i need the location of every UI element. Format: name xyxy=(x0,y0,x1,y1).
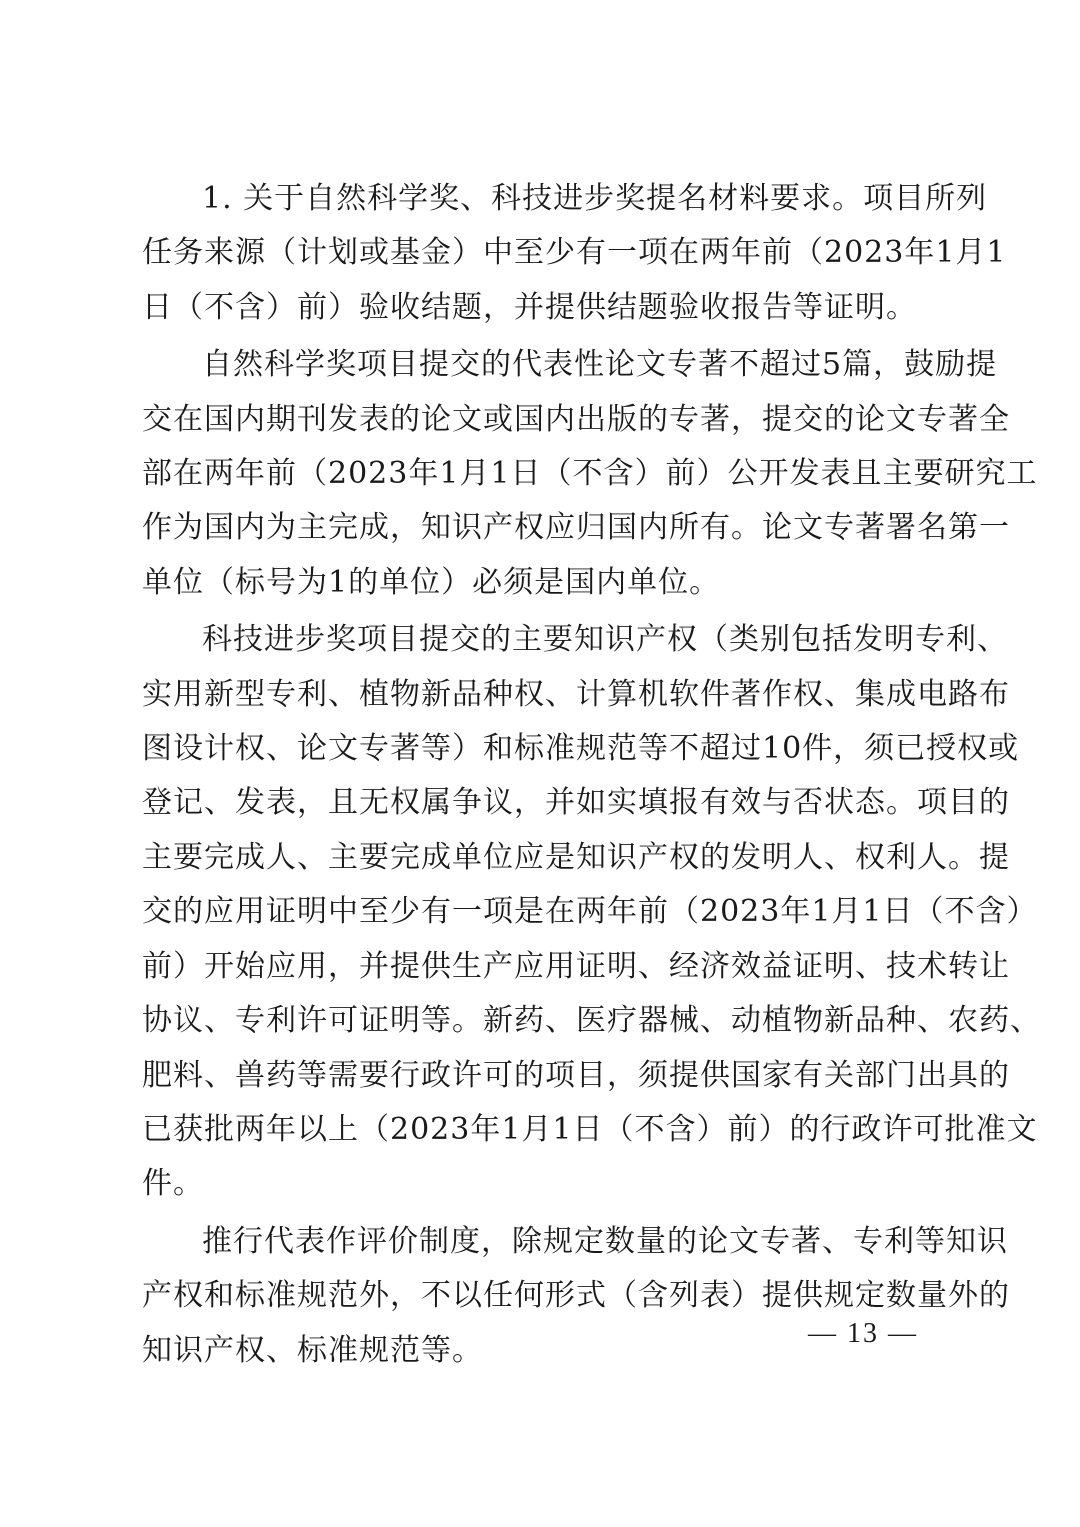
text-line: 登记、发表，且无权属争议，并如实填报有效与否状态。项目的 xyxy=(142,785,1010,821)
text-line: 实用新型专利、植物新品种权、计算机软件著作权、集成电路布 xyxy=(142,676,1010,712)
text-line: 日（不含）前）验收结题，并提供结题验收报告等证明。 xyxy=(142,289,917,325)
paragraph-4 xyxy=(142,1215,1010,1378)
text-line: 部在两年前（2023年1月1日（不含）前）公开发表且主要研究工 xyxy=(142,456,1038,492)
paragraph-1 xyxy=(142,172,1007,335)
text-line: 前）开始应用，并提供生产应用证明、经济效益证明、技术转让 xyxy=(142,948,1010,984)
text-line: 知识产权、标准规范等。 xyxy=(142,1332,483,1368)
page-number: — 13 — xyxy=(808,1318,918,1349)
text-line: 已获批两年以上（2023年1月1日（不含）前）的行政许可批准文 xyxy=(142,1111,1038,1147)
text-line: 任务来源（计划或基金）中至少有一项在两年前（2023年1月1 xyxy=(142,235,1007,271)
text-line: 主要完成人、主要完成单位应是知识产权的发明人、权利人。提 xyxy=(142,839,1010,875)
text-line: 交的应用证明中至少有一项是在两年前（2023年1月1日（不含） xyxy=(142,894,1038,930)
text-line: 单位（标号为1的单位）必须是国内单位。 xyxy=(142,564,721,600)
text-line: 协议、专利许可证明等。新药、医疗器械、动植物新品种、农药、 xyxy=(142,1003,1041,1039)
body-text xyxy=(142,172,1041,1381)
text-line: 自然科学奖项目提交的代表性论文专著不超过5篇，鼓励提 xyxy=(202,347,998,383)
text-line: 件。 xyxy=(142,1166,204,1202)
text-line: 交在国内期刊发表的论文或国内出版的专著，提交的论文专著全 xyxy=(142,401,1010,437)
text-line: 作为国内为主完成，知识产权应归国内所有。论文专著署名第一 xyxy=(142,510,1010,546)
paragraph-2 xyxy=(142,338,1038,610)
text-line: 产权和标准规范外，不以任何形式（含列表）提供规定数量外的 xyxy=(142,1278,1010,1314)
text-line: 推行代表作评价制度，除规定数量的论文专著、专利等知识 xyxy=(202,1223,1008,1259)
text-line: 1. 关于自然科学奖、科技进步奖提名材料要求。项目所列 xyxy=(202,181,988,216)
text-line: 肥料、兽药等需要行政许可的项目，须提供国家有关部门出具的 xyxy=(142,1057,1010,1093)
text-line: 图设计权、论文专著等）和标准规范等不超过10件，须已授权或 xyxy=(142,731,1020,767)
paragraph-3 xyxy=(142,613,1041,1211)
text-line: 科技进步奖项目提交的主要知识产权（类别包括发明专利、 xyxy=(202,622,1008,658)
